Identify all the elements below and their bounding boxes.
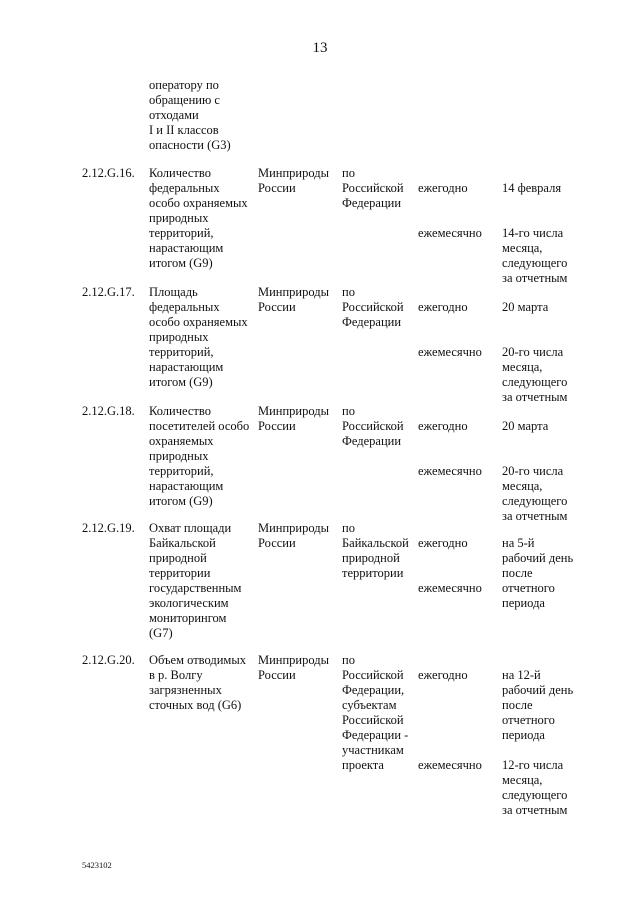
deadline xyxy=(502,166,602,301)
responsible-org: Минприроды России xyxy=(258,166,330,195)
scope: по Байкальской природной территории xyxy=(342,521,409,580)
deadline-annual: 20 марта xyxy=(502,300,549,314)
row-number: 2.12.G.16. xyxy=(82,166,135,180)
periodicity xyxy=(418,404,502,494)
periodicity xyxy=(418,166,502,256)
row-number: 2.12.G.19. xyxy=(82,521,135,535)
scope: по Российской Федерации xyxy=(342,404,404,448)
deadline-monthly: 14-го числа месяца, следующего за отчетным xyxy=(502,226,568,285)
deadline xyxy=(502,653,602,833)
row-number: 2.12.G.20. xyxy=(82,653,135,667)
indicator-name: Охват площади Байкальской природной территории государственным экологическим мониторингом (G7) xyxy=(149,521,242,640)
periodicity xyxy=(418,285,502,375)
periodicity xyxy=(418,521,502,611)
indicator-name: Количество федеральных особо охраняемых природных территорий, нарастающим итогом (G9) xyxy=(149,166,248,270)
row-number: 2.12.G.18. xyxy=(82,404,135,418)
scope: по Российской Федерации xyxy=(342,285,404,329)
deadline-annual: на 12-й рабочий день после отчетного периода xyxy=(502,668,574,742)
period-annual: ежегодно xyxy=(418,300,468,314)
period-monthly: ежемесячно xyxy=(418,226,482,240)
deadline-annual: 14 февраля xyxy=(502,181,562,195)
period-annual: ежегодно xyxy=(418,181,468,195)
row-number: 2.12.G.17. xyxy=(82,285,135,299)
indicator-name: Объем отводимых в р. Волгу загрязненных сточных вод (G6) xyxy=(149,653,246,712)
deadline-annual: на 5-й рабочий день после отчетного периода xyxy=(502,536,574,610)
period-annual: ежегодно xyxy=(418,536,468,550)
deadline-annual: 20 марта xyxy=(502,419,549,433)
period-monthly: ежемесячно xyxy=(418,758,482,772)
page-number: 13 xyxy=(312,40,328,56)
continuation-text: оператору по обращению с отходами I и II классов опасности (G3) xyxy=(149,78,231,152)
responsible-org: Минприроды России xyxy=(258,285,330,314)
deadline xyxy=(502,521,602,626)
period-monthly: ежемесячно xyxy=(418,581,482,595)
responsible-org: Минприроды России xyxy=(258,404,330,433)
indicator-name: Количество посетителей особо охраняемых природных территорий, нарастающим итогом (G9) xyxy=(149,404,250,508)
deadline xyxy=(502,404,602,539)
period-monthly: ежемесячно xyxy=(418,464,482,478)
deadline-monthly: 20-го числа месяца, следующего за отчетным xyxy=(502,345,568,404)
responsible-org: Минприроды России xyxy=(258,653,330,682)
deadline xyxy=(502,285,602,420)
footer-code: 5423102 xyxy=(82,860,112,870)
period-annual: ежегодно xyxy=(418,668,468,682)
scope: по Российской Федерации, субъектам Российской Федерации - участникам проекта xyxy=(342,653,409,772)
period-monthly: ежемесячно xyxy=(418,345,482,359)
period-annual: ежегодно xyxy=(418,419,468,433)
deadline-monthly: 20-го числа месяца, следующего за отчетным xyxy=(502,464,568,523)
periodicity xyxy=(418,653,502,788)
responsible-org: Минприроды России xyxy=(258,521,330,550)
deadline-monthly: 12-го числа месяца, следующего за отчетным xyxy=(502,758,568,817)
scope: по Российской Федерации xyxy=(342,166,404,210)
indicator-name: Площадь федеральных особо охраняемых природных территорий, нарастающим итогом (G9) xyxy=(149,285,248,389)
